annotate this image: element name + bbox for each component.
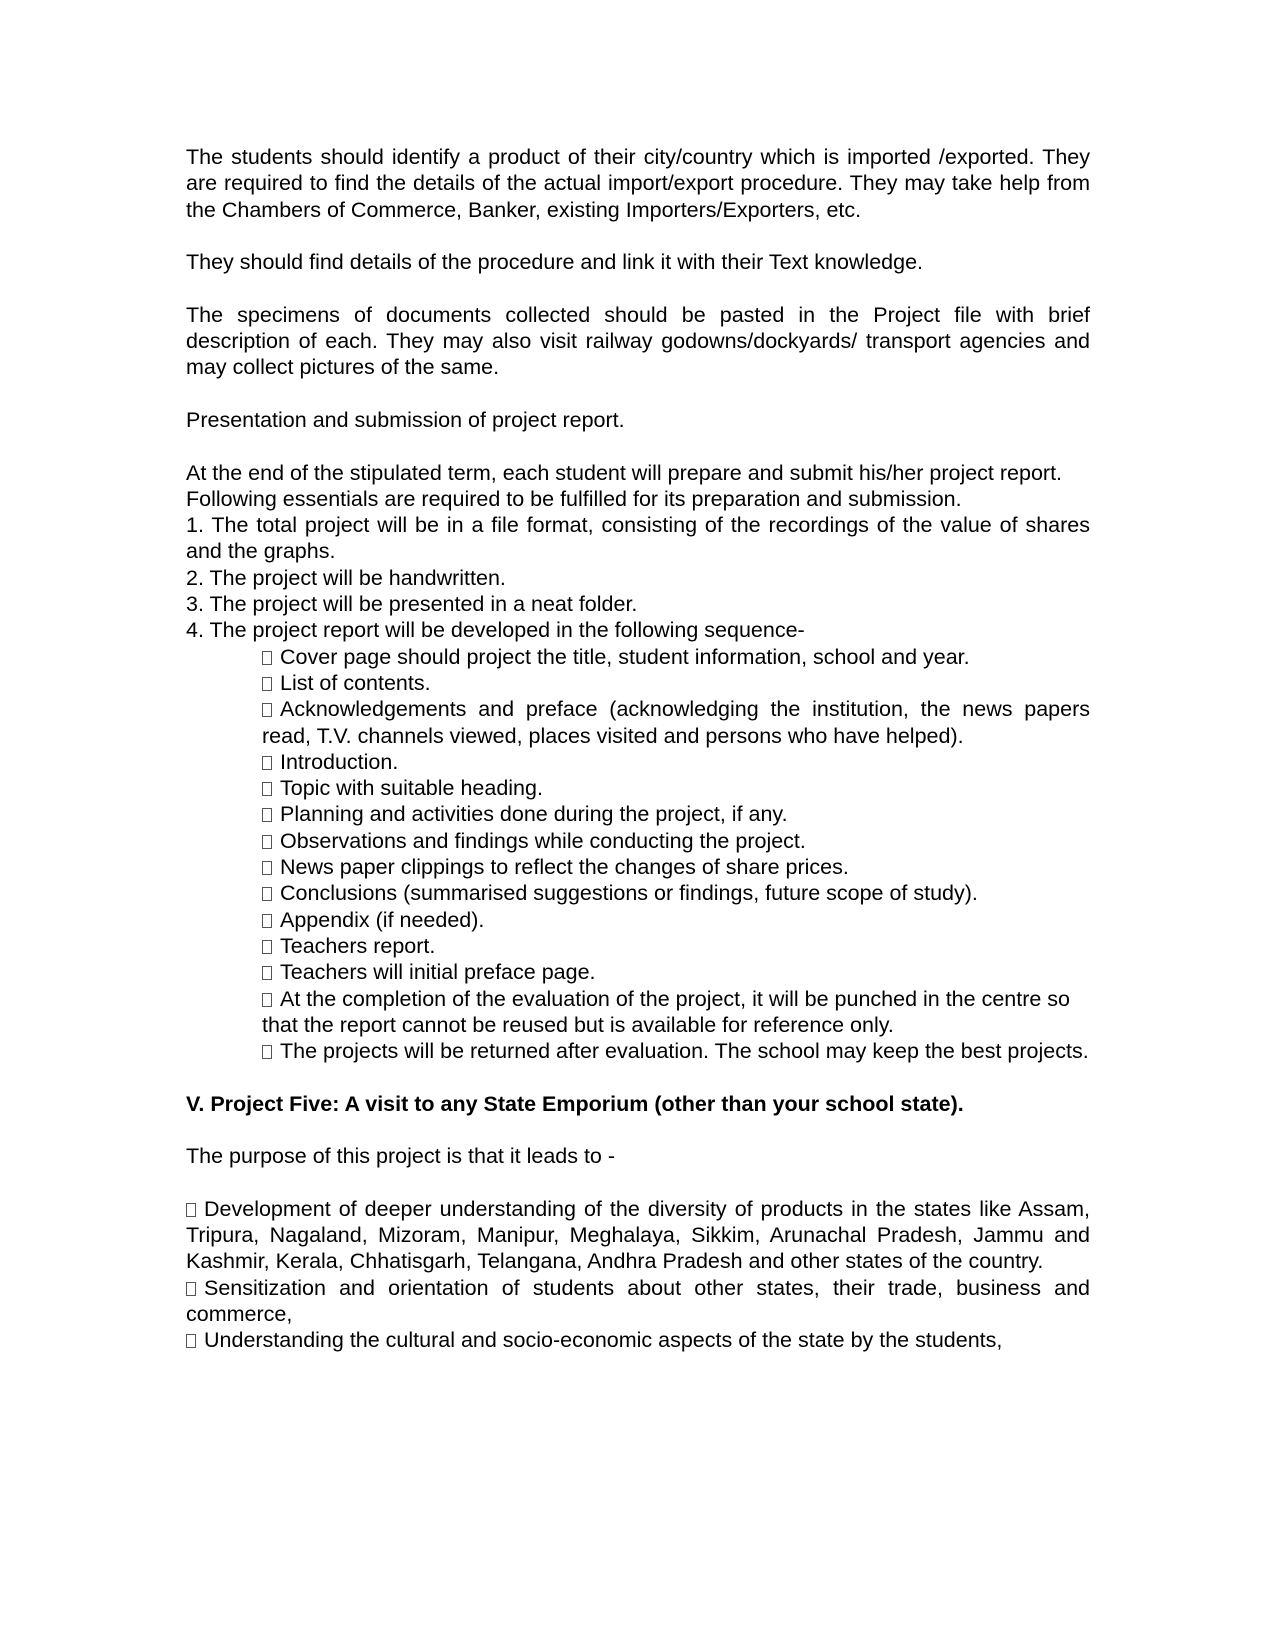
- submission-paragraph: At the end of the stipulated term, each student will prepare and submit his/her project report.: [186, 460, 1063, 485]
- list-item: Teachers will initial preface page.: [262, 959, 1090, 985]
- bullet-icon: [262, 887, 272, 901]
- list-item: Topic with suitable heading.: [262, 775, 1090, 801]
- bullet-icon: [262, 914, 272, 928]
- list-item: News paper clippings to reflect the changes of share prices.: [262, 854, 1090, 880]
- list-item: Teachers report.: [262, 933, 1090, 959]
- bullet-icon: [262, 651, 272, 665]
- bullet-icon: [262, 966, 272, 980]
- list-item: Planning and activities done during the project, if any.: [262, 801, 1090, 827]
- list-item: Conclusions (summarised suggestions or findings, future scope of study).: [262, 880, 1090, 906]
- purpose-item: Development of deeper understanding of the diversity of products in the states like Assam, Tripura, Nagaland, Mizoram, Manipur, Meghalaya, Sikkim, Arunachal Pradesh, Jammu and Kashmir, Kerala, Chhatisgarh, Telangana, Andhra Pradesh and other states of the country.: [186, 1196, 1090, 1274]
- essentials-paragraph: Following essentials are required to be fulfilled for its preparation and submission.: [186, 486, 962, 511]
- list-item: Cover page should project the title, student information, school and year.: [262, 644, 1090, 670]
- numbered-item: 4. The project report will be developed in the following sequence-: [186, 618, 805, 643]
- list-item: Introduction.: [262, 749, 1090, 775]
- bullet-icon: [186, 1282, 196, 1296]
- specimens-paragraph: The specimens of documents collected should be pasted in the Project file with brief description of each. They may also visit railway godowns/dockyards/ transport agencies and may collect pictures of the same.: [186, 302, 1090, 380]
- bullet-icon: [262, 703, 272, 717]
- numbered-item: 3. The project will be presented in a neat folder.: [186, 592, 638, 617]
- bullet-icon: [186, 1334, 196, 1348]
- bullet-icon: [262, 808, 272, 822]
- bullet-icon: [262, 1045, 272, 1059]
- numbered-item: 2. The project will be handwritten.: [186, 565, 506, 590]
- list-item: The projects will be returned after evaluation. The school may keep the best projects.: [262, 1038, 1090, 1064]
- document-page: [186, 144, 1090, 1354]
- bullet-icon: [262, 940, 272, 954]
- presentation-subheading: Presentation and submission of project report.: [186, 407, 625, 432]
- bullet-icon: [186, 1203, 196, 1217]
- list-item: Observations and findings while conducting the project.: [262, 828, 1090, 854]
- bullet-icon: [262, 677, 272, 691]
- bullet-icon: [262, 756, 272, 770]
- bullet-icon: [262, 835, 272, 849]
- purpose-intro: The purpose of this project is that it leads to -: [186, 1144, 616, 1169]
- list-item: Acknowledgements and preface (acknowledging the institution, the news papers read, T.V. channels viewed, places visited and persons who have helped).: [262, 697, 1090, 748]
- list-item: List of contents.: [262, 670, 1090, 696]
- list-item: At the completion of the evaluation of the project, it will be punched in the centre so that the report cannot be reused but is available for reference only.: [262, 986, 1071, 1037]
- bullet-icon: [262, 993, 272, 1007]
- bullet-icon: [262, 782, 272, 796]
- purpose-item: Understanding the cultural and socio-economic aspects of the state by the students,: [186, 1327, 1090, 1353]
- intro-paragraph: The students should identify a product of their city/country which is imported /exported. They are required to find the details of the actual import/export procedure. They may take help from the Chambers of Commerce, Banker, existing Importers/Exporters, etc.: [186, 145, 1090, 222]
- sequence-list: [186, 644, 1090, 1065]
- section-heading: V. Project Five: A visit to any State Emporium (other than your school state).: [186, 1091, 964, 1116]
- numbered-item: 1. The total project will be in a file format, consisting of the recordings of the value of shares and the graphs.: [186, 513, 1090, 564]
- list-item: Appendix (if needed).: [262, 907, 1090, 933]
- bullet-icon: [262, 861, 272, 875]
- procedure-paragraph: They should find details of the procedure and link it with their Text knowledge.: [186, 250, 924, 275]
- purpose-item: Sensitization and orientation of students about other states, their trade, business and commerce,: [186, 1275, 1090, 1327]
